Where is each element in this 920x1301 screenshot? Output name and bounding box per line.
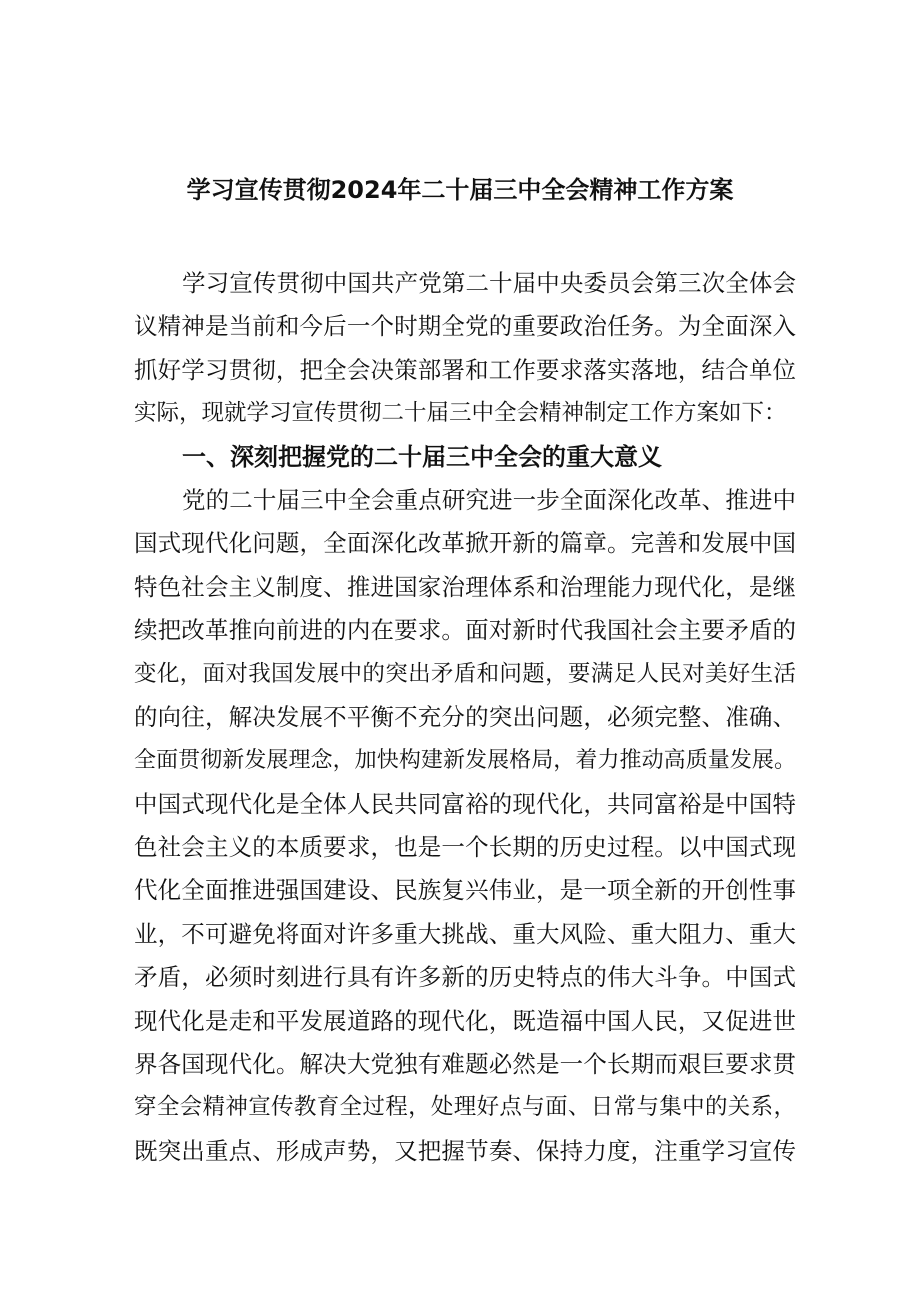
paragraph-line: 现代化是走和平发展道路的现代化，既造福中国人民，又促进世: [134, 1006, 796, 1035]
paragraph-line: 变化，面对我国发展中的突出矛盾和问题，要满足人民对美好生活: [134, 660, 796, 687]
paragraph-line: 界各国现代化。解决大党独有难题必然是一个长期而艰巨要求贯: [134, 1050, 796, 1079]
paragraph-line: 代化全面推进强国建设、民族复兴伟业，是一项全新的开创性事: [134, 876, 796, 905]
paragraph-line: 国式现代化问题，全面深化改革掀开新的篇章。完善和发展中国: [134, 529, 796, 558]
paragraph-line: 色社会主义的本质要求，也是一个长期的历史过程。以中国式现: [134, 833, 796, 862]
paragraph-line: 穿全会精神宣传教育全过程，处理好点与面、日常与集中的关系，: [134, 1094, 796, 1121]
paragraph-line: 全面贯彻新发展理念，加快构建新发展格局，着力推动高质量发展。: [134, 748, 796, 774]
section-heading: 一、深刻把握党的二十届三中全会的重大意义: [182, 442, 662, 471]
paragraph-line: 党的二十届三中全会重点研究进一步全面深化改革、推进中: [182, 485, 796, 514]
paragraph-line: 续把改革推向前进的内在要求。面对新时代我国社会主要矛盾的: [134, 616, 796, 645]
paragraph-line: 矛盾，必须时刻进行具有许多新的历史特点的伟大斗争。中国式: [134, 963, 796, 992]
paragraph-line: 议精神是当前和今后一个时期全党的重要政治任务。为全面深入: [134, 312, 796, 341]
paragraph-line: 中国式现代化是全体人民共同富裕的现代化，共同富裕是中国特: [134, 789, 796, 818]
paragraph-line: 特色社会主义制度、推进国家治理体系和治理能力现代化，是继: [134, 572, 796, 601]
paragraph-line: 业，不可避免将面对许多重大挑战、重大风险、重大阻力、重大: [134, 919, 796, 948]
document-title: 学习宣传贯彻2024年二十届三中全会精神工作方案: [186, 176, 734, 204]
paragraph-line: 抓好学习贯彻，把全会决策部署和工作要求落实落地，结合单位: [134, 355, 796, 384]
paragraph-line: 的向往，解决发展不平衡不充分的突出问题，必须完整、准确、: [134, 702, 796, 731]
document-body: [134, 262, 796, 1173]
paragraph-line: 既突出重点、形成声势，又把握节奏、保持力度，注重学习宣传: [134, 1136, 796, 1165]
paragraph-line: 学习宣传贯彻中国共产党第二十届中央委员会第三次全体会: [182, 269, 796, 297]
paragraph-line: 实际，现就学习宣传贯彻二十届三中全会精神制定工作方案如下：: [134, 400, 787, 427]
